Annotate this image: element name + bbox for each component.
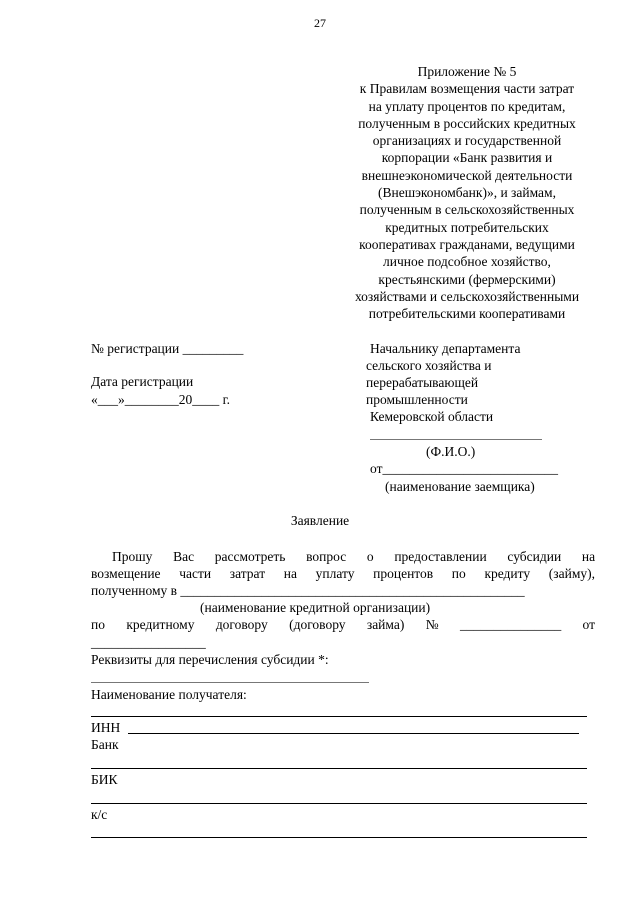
- annex-line: хозяйствами и сельскохозяйственными: [354, 288, 580, 304]
- recipient-input-line[interactable]: [91, 716, 587, 717]
- registration-date-label: Дата регистрации: [91, 374, 194, 389]
- registration-date-field[interactable]: «___»________20____ г.: [91, 392, 231, 407]
- annex-line: личное подсобное хозяйство,: [383, 254, 551, 270]
- annex-line: к Правилам возмещения части затрат: [359, 81, 575, 97]
- addressee-line: Кемеровской области: [370, 409, 494, 424]
- credit-organization-caption: (наименование кредитной организации): [200, 600, 431, 615]
- annex-line: полученным в российских кредитных: [358, 115, 576, 131]
- contract-date-field[interactable]: _________________: [91, 635, 206, 650]
- annex-line: (Внешэкономбанк)», и займам,: [378, 185, 556, 201]
- document-title: Заявление: [290, 513, 350, 528]
- page-number: 27: [314, 16, 326, 30]
- bank-input-line[interactable]: [91, 768, 587, 769]
- fio-caption: (Ф.И.О.): [426, 444, 476, 459]
- annex-line: на уплату процентов по кредитам,: [368, 98, 566, 114]
- annex-line: полученным в сельскохозяйственных: [359, 202, 575, 218]
- annex-line: потребительскими кооперативами: [368, 306, 566, 322]
- annex-block: [338, 63, 596, 322]
- borrower-field[interactable]: от__________________________: [370, 461, 558, 476]
- contract-line[interactable]: по кредитному договору (договору займа) № _______________ от: [91, 617, 596, 632]
- bik-label: БИК: [91, 772, 118, 787]
- annex-line: кредитных потребительских: [385, 219, 549, 235]
- annex-line: внешнеэкономической деятельности: [361, 167, 573, 183]
- requisites-heading: Реквизиты для перечисления субсидии *:: [91, 652, 329, 667]
- recipient-label: Наименование получателя:: [91, 687, 247, 702]
- ks-input-line[interactable]: [91, 837, 587, 838]
- addressee-line: перерабатывающей: [366, 375, 479, 390]
- addressee-line: сельского хозяйства и: [366, 358, 492, 373]
- addressee-line: Начальнику департамента: [370, 341, 521, 356]
- bik-input-line[interactable]: [91, 803, 587, 804]
- requisites-input-line[interactable]: [91, 682, 369, 683]
- addressee-line: промышленности: [366, 392, 468, 407]
- annex-line: кооперативах гражданами, ведущими: [359, 236, 575, 252]
- fio-input-line[interactable]: [370, 439, 542, 440]
- body-line: возмещение части затрат на уплату процентов по кредиту (займу),: [91, 566, 596, 581]
- borrower-caption: (наименование заемщика): [385, 479, 535, 494]
- credit-organization-field[interactable]: полученному в ___________________________________________________: [91, 583, 525, 598]
- annex-line: организациях и государственной: [372, 133, 562, 149]
- bank-label: Банк: [91, 737, 119, 752]
- inn-input-line[interactable]: [128, 733, 579, 734]
- body-line: Прошу Вас рассмотреть вопрос о предоставлении субсидии на: [112, 549, 596, 564]
- annex-line: корпорации «Банк развития и: [381, 150, 553, 166]
- annex-title: Приложение № 5: [417, 64, 517, 79]
- ks-label: к/с: [91, 807, 108, 822]
- annex-line: крестьянскими (фермерскими): [378, 271, 556, 287]
- inn-label: ИНН: [91, 720, 121, 735]
- registration-number-field[interactable]: № регистрации _________: [91, 341, 244, 356]
